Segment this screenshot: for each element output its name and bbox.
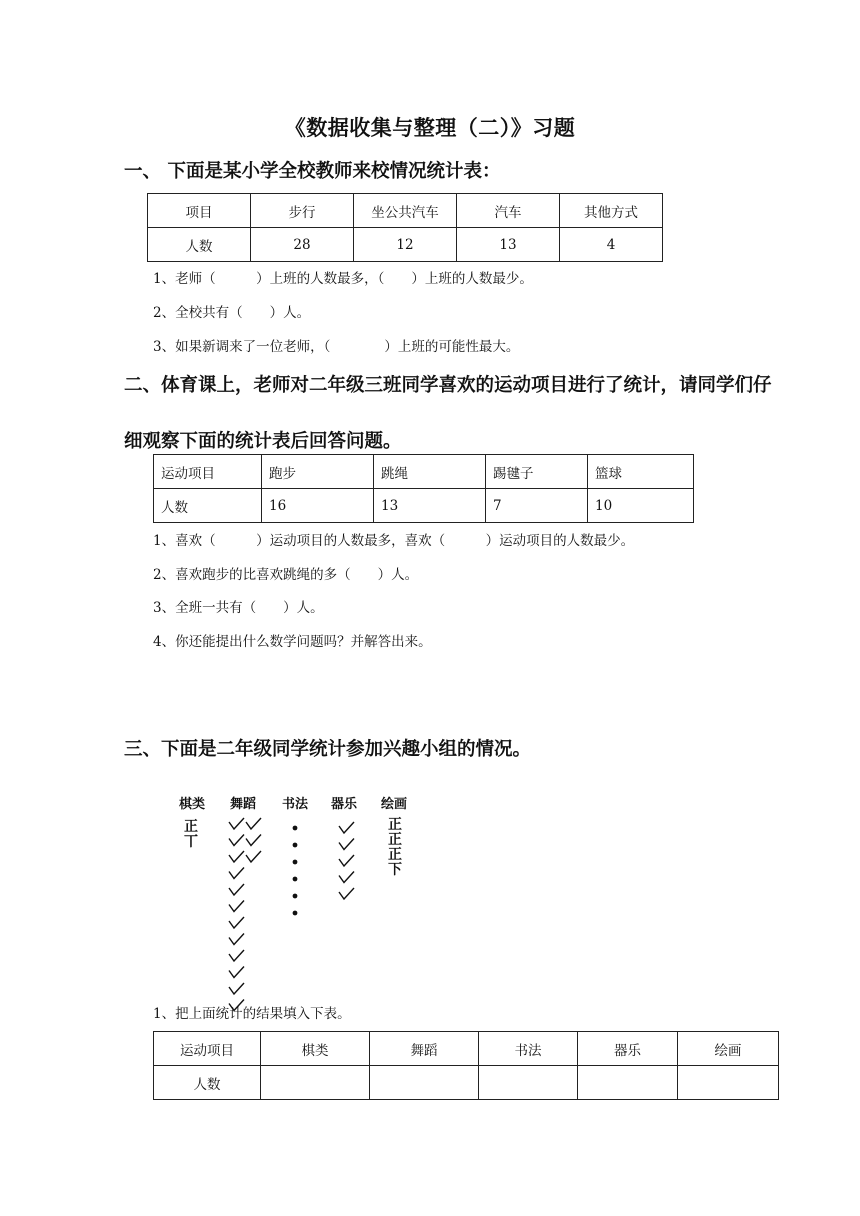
- tally-header: 棋类: [179, 797, 206, 812]
- tally-check-mark: [229, 851, 244, 862]
- tally-dot-mark: [293, 843, 298, 848]
- tally-check-mark: [339, 888, 354, 899]
- tally-check-mark: [246, 851, 261, 862]
- interest-group-table: [153, 1031, 779, 1100]
- value-cell: 10: [588, 489, 694, 523]
- tally-check-mark: [339, 872, 354, 883]
- tally-column-qiyue: [337, 820, 357, 911]
- tally-zheng-mark: 正: [184, 819, 198, 835]
- tally-column-qilei: [184, 820, 212, 850]
- answer-cell[interactable]: [479, 1066, 578, 1100]
- table-header-row: [154, 1032, 779, 1066]
- answer-cell[interactable]: [678, 1066, 779, 1100]
- table-header-cell: 棋类: [261, 1032, 370, 1066]
- tally-check-mark: [229, 818, 244, 829]
- question-text: 3、如果新调来了一位老师，（ ）上班的可能性最大。: [153, 339, 520, 355]
- answer-cell[interactable]: [578, 1066, 678, 1100]
- section2-heading: 二、体育课上，老师对二年级三班同学喜欢的运动项目进行了统计，请同学们仔细观察下面的统计表后回答问题。: [124, 375, 772, 452]
- value-cell: 13: [457, 228, 560, 262]
- tally-dot-group: [287, 820, 303, 926]
- question-text: 1、老师（ ）上班的人数最多，（ ）上班的人数最少。: [153, 271, 533, 287]
- question-text: 1、把上面统计的结果填入下表。: [153, 1006, 351, 1022]
- tally-zheng-mark: 正: [388, 847, 402, 863]
- table-header-cell: 跑步: [262, 455, 374, 489]
- tally-check-group: [337, 820, 357, 907]
- tally-header: 绘画: [381, 797, 408, 812]
- tally-zheng-mark: 正: [388, 817, 402, 833]
- table-header-cell: 运动项目: [154, 455, 262, 489]
- table-header-row: [148, 194, 663, 228]
- tally-dot-mark: [293, 911, 298, 916]
- table-header-cell: 其他方式: [560, 194, 663, 228]
- question-text: 4、你还能提出什么数学问题吗？并解答出来。: [153, 634, 432, 650]
- sports-table: [153, 454, 694, 523]
- value-cell: 12: [354, 228, 457, 262]
- table-row: [154, 489, 694, 523]
- tally-zheng-mark: 下: [388, 862, 402, 878]
- answer-cell[interactable]: [261, 1066, 370, 1100]
- tally-zheng-mark: 丅: [184, 834, 198, 850]
- tally-dot-mark: [293, 860, 298, 865]
- page-title: 《数据收集与整理（二）》习题: [284, 116, 576, 140]
- tally-check-mark: [339, 839, 354, 850]
- question-text: 2、喜欢跑步的比喜欢跳绳的多（ ）人。: [153, 567, 419, 583]
- row-label-cell: 人数: [154, 489, 262, 523]
- tally-check-mark: [229, 835, 244, 846]
- table-header-cell: 器乐: [578, 1032, 678, 1066]
- tally-check-mark: [229, 934, 244, 945]
- value-cell: 7: [486, 489, 588, 523]
- table-header-cell: 绘画: [678, 1032, 779, 1066]
- tally-column-shufa: [287, 820, 303, 930]
- tally-check-mark: [246, 818, 261, 829]
- tally-check-mark: [229, 967, 244, 978]
- table-row: [154, 1066, 779, 1100]
- question-text: 3、全班一共有（ ）人。: [153, 600, 324, 616]
- tally-check-group: [227, 816, 267, 1018]
- question-text: 2、全校共有（ ）人。: [153, 305, 311, 321]
- answer-cell[interactable]: [370, 1066, 479, 1100]
- tally-column-huihua: [388, 818, 414, 878]
- row-label-cell: 人数: [148, 228, 251, 262]
- tally-header: 舞蹈: [230, 797, 257, 812]
- table-header-cell: 舞蹈: [370, 1032, 479, 1066]
- table-header-cell: 篮球: [588, 455, 694, 489]
- tally-chart: [174, 790, 414, 980]
- table-header-cell: 运动项目: [154, 1032, 261, 1066]
- tally-check-mark: [229, 884, 244, 895]
- tally-check-mark: [229, 901, 244, 912]
- section3-heading: 三、下面是二年级同学统计参加兴趣小组的情况。: [124, 739, 532, 760]
- tally-dot-mark: [293, 877, 298, 882]
- table-header-cell: 跳绳: [374, 455, 486, 489]
- tally-check-mark: [229, 868, 244, 879]
- table-header-cell: 踢毽子: [486, 455, 588, 489]
- tally-check-mark: [339, 822, 354, 833]
- table-header-cell: 坐公共汽车: [354, 194, 457, 228]
- tally-check-mark: [229, 917, 244, 928]
- table-header-row: [154, 455, 694, 489]
- tally-dot-mark: [293, 894, 298, 899]
- commute-table: [147, 193, 663, 262]
- value-cell: 4: [560, 228, 663, 262]
- question-text: 1、喜欢（ ）运动项目的人数最多，喜欢（ ）运动项目的人数最少。: [153, 533, 635, 549]
- tally-header: 书法: [282, 797, 309, 812]
- tally-header: 器乐: [331, 797, 358, 812]
- tally-column-wudao: [227, 816, 267, 1022]
- value-cell: 16: [262, 489, 374, 523]
- tally-check-mark: [339, 855, 354, 866]
- tally-check-mark: [229, 950, 244, 961]
- table-row: [148, 228, 663, 262]
- tally-check-mark: [229, 983, 244, 994]
- section1-heading: 一、 下面是某小学全校教师来校情况统计表：: [124, 161, 501, 182]
- tally-zheng-mark: 正: [388, 832, 402, 848]
- table-header-cell: 项目: [148, 194, 251, 228]
- value-cell: 13: [374, 489, 486, 523]
- row-label-cell: 人数: [154, 1066, 261, 1100]
- tally-check-mark: [246, 835, 261, 846]
- table-header-cell: 书法: [479, 1032, 578, 1066]
- value-cell: 28: [251, 228, 354, 262]
- table-header-cell: 汽车: [457, 194, 560, 228]
- tally-dot-mark: [293, 826, 298, 831]
- table-header-cell: 步行: [251, 194, 354, 228]
